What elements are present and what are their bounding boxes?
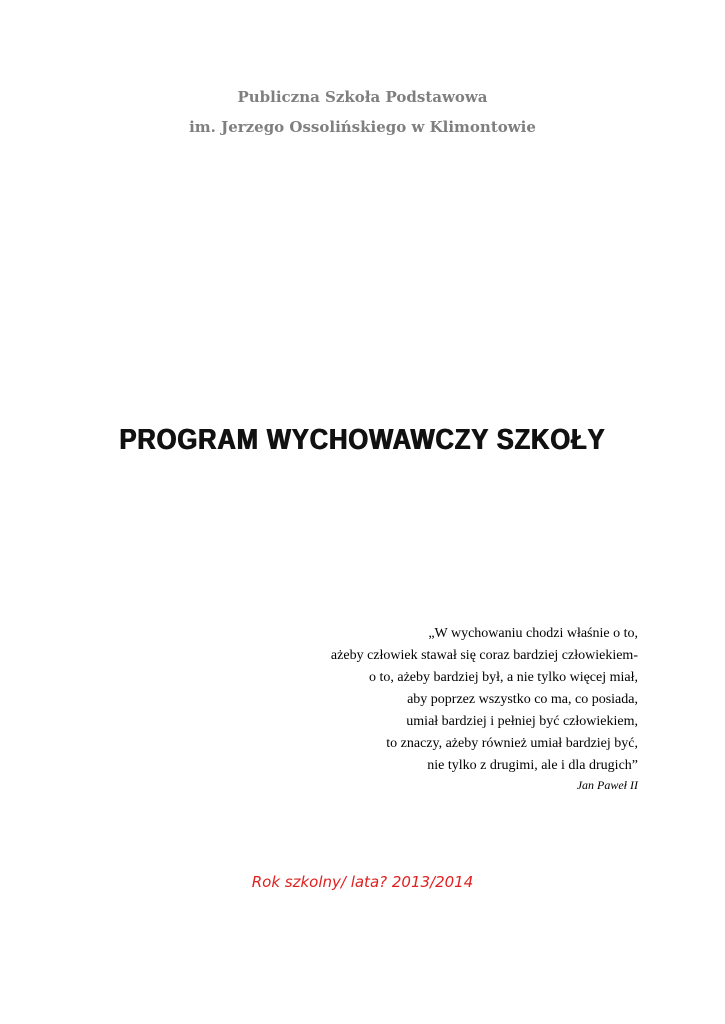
quote-line: aby poprzez wszystko co ma, co posiada, bbox=[407, 692, 638, 707]
epigraph-quote bbox=[178, 623, 638, 794]
quote-line: umiał bardziej i pełniej być człowiekiem, bbox=[406, 714, 638, 729]
school-name-block bbox=[0, 86, 725, 146]
quote-line: „W wychowaniu chodzi właśnie o to, bbox=[428, 626, 638, 641]
quote-author: Jan Paweł II bbox=[576, 778, 638, 792]
school-name-line-1: Publiczna Szkoła Podstawowa bbox=[237, 88, 488, 106]
quote-line: ażeby człowiek stawał się coraz bardziej człowiekiem- bbox=[330, 648, 638, 663]
document-title: PROGRAM WYCHOWAWCZY SZKOŁY bbox=[119, 424, 606, 456]
quote-line: to znaczy, ażeby również umiał bardziej być, bbox=[386, 736, 638, 751]
school-year: Rok szkolny/ lata? 2013/2014 bbox=[251, 873, 474, 891]
school-name-line-2: im. Jerzego Ossolińskiego w Klimontowie bbox=[189, 118, 536, 136]
quote-line: o to, ażeby bardziej był, a nie tylko więcej miał, bbox=[368, 670, 638, 685]
quote-line: nie tylko z drugimi, ale i dla drugich” bbox=[427, 758, 638, 773]
